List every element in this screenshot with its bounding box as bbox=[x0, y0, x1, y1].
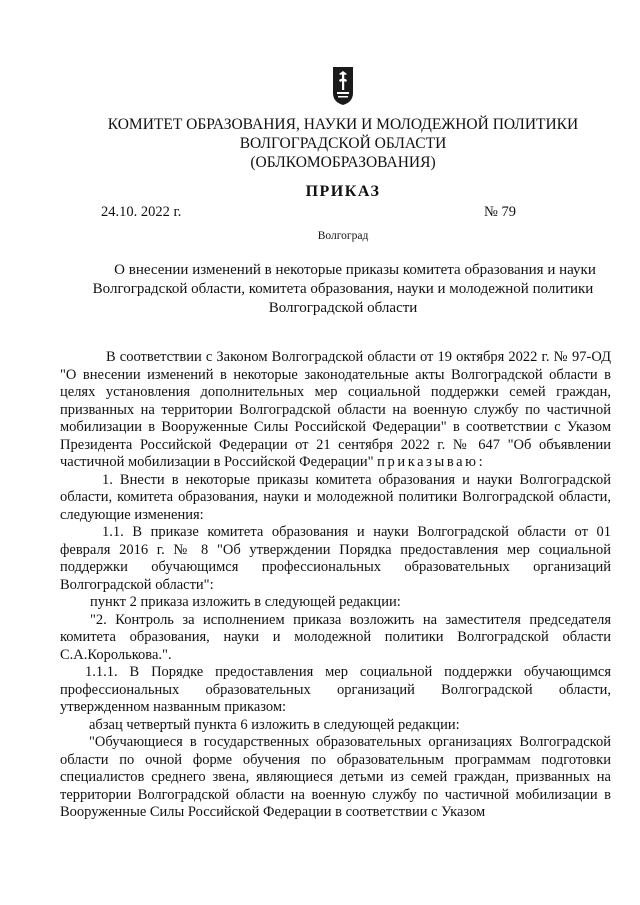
clause-1-1-text: "2. Контроль за исполнением приказа возложить на заместителя председателя комитета образования, науки и молодежной политики Волгоградской области С.А.Королькова.". bbox=[60, 611, 611, 663]
org-name-short: (ОБЛКОМОБРАЗОВАНИЯ) bbox=[250, 154, 436, 171]
clause-1-1-intro: пункт 2 приказа изложить в следующей редакции: bbox=[90, 594, 401, 610]
document-city: Волгоград bbox=[317, 230, 369, 242]
org-name-line-1: КОМИТЕТ ОБРАЗОВАНИЯ, НАУКИ И МОЛОДЕЖНОЙ ПОЛИТИКИ bbox=[107, 116, 579, 133]
org-name-line-2: ВОЛГОГРАДСКОЙ ОБЛАСТИ bbox=[239, 135, 447, 152]
clause-1-1-1: 1.1.1. В Порядке предоставления мер социальной поддержки обучающимся профессиональных образовательных организаций Волгоградской области, утвержденном названным приказом: bbox=[60, 664, 611, 715]
document-body bbox=[60, 349, 611, 822]
clause-1: 1. Внести в некоторые приказы комитета образования и науки Волгоградской области, комитета образования, науки и молодежной политики Волгоградской области, следующие изменения: bbox=[60, 471, 611, 523]
document-subject bbox=[60, 261, 626, 318]
document-number: № 79 bbox=[484, 204, 516, 220]
subject-line-3: Волгоградской области bbox=[268, 300, 418, 316]
order-keyword: приказываю: bbox=[377, 454, 486, 470]
clause-1-1-1-intro: абзац четвертый пункта 6 изложить в следующей редакции: bbox=[89, 716, 460, 733]
document-type: ПРИКАЗ bbox=[305, 183, 381, 200]
coat-of-arms-icon bbox=[332, 66, 354, 106]
document-date: 24.10. 2022 г. bbox=[101, 204, 182, 220]
subject-line-1: О внесении изменений в некоторые приказы комитета образования и науки bbox=[114, 262, 596, 278]
subject-line-2: Волгоградской области, комитета образования, науки и молодежной политики bbox=[92, 281, 594, 297]
clause-1-1: 1.1. В приказе комитета образования и науки Волгоградской области от 01 февраля 2016 г. № 8 "Об утверждении Порядка предоставления мер социальной поддержки обучающимся профессиональных образовательных организаций Волгоградской области": bbox=[60, 524, 611, 593]
preamble-text: В соответствии с Законом Волгоградской области от 19 октября 2022 г. № 97-ОД "О внесении изменений в некоторые законодательные акты Волгоградской области в целях установления дополнительных мер социальной поддержки семей граждан, призванных на территории Волгоградской области на военную службу по частичной мобилизации в Вооруженные Силы Российской Федерации" в соответствии с Указом Президента Российской Федерации от 21 сентября 2022 г. № 647 "Об объявлении частичной мобилизации в Российской Федерации" bbox=[60, 349, 611, 470]
preamble-paragraph bbox=[60, 349, 611, 472]
clause-1-1-1-text: "Обучающиеся в государственных образовательных организациях Волгоградской области по очной форме обучения по образовательным программам подготовки специалистов среднего звена, являющиеся детьми из семей граждан, призванных на территории Волгоградской области на военную службу по частичной мобилизации в Вооруженные Силы Российской Федерации в соответствии с Указом bbox=[60, 734, 611, 820]
